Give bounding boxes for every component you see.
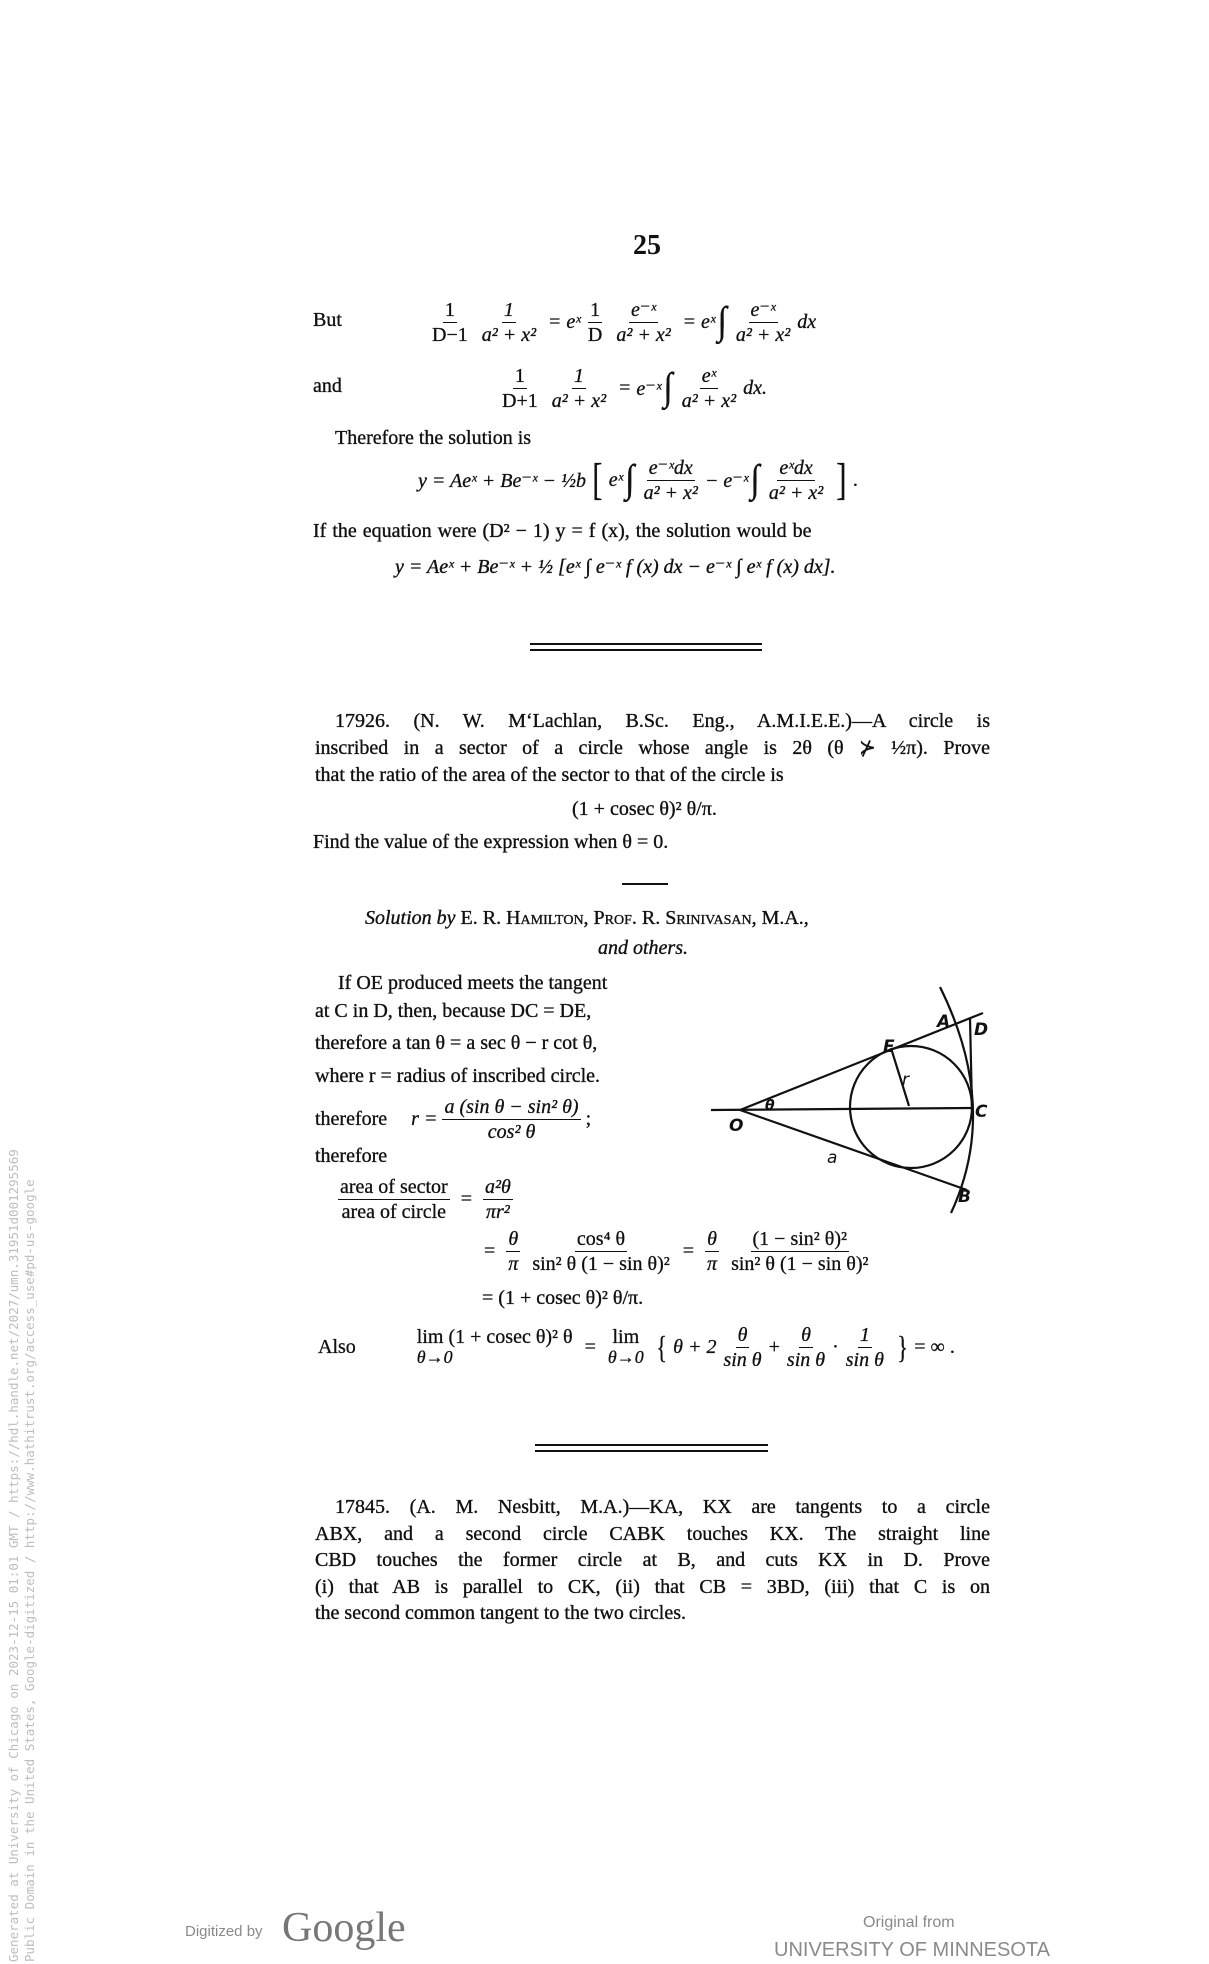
equation-1 <box>425 295 816 349</box>
section-divider <box>535 1444 768 1446</box>
num: a²θ <box>485 1175 511 1198</box>
num: e⁻ˣ <box>750 298 776 321</box>
equation-2 <box>495 361 767 415</box>
den: sin θ <box>845 1348 884 1371</box>
den: D−1 <box>432 323 468 346</box>
original-from-label: Original from <box>863 1914 955 1931</box>
den: a² + x² <box>551 389 607 412</box>
den: a² + x² <box>616 323 671 346</box>
text-line: 17926. (N. W. M‘Lachlan, B.Sc. Eng., A.M.I.E.E.)—A circle is <box>335 710 990 732</box>
line-oc <box>711 1108 972 1110</box>
geometry-diagram <box>700 960 1000 1220</box>
den: D <box>587 323 603 346</box>
label-c: C <box>975 1102 988 1122</box>
den: a² + x² <box>735 323 791 346</box>
term: ; <box>585 1107 592 1130</box>
num: θ <box>737 1323 748 1346</box>
label-r: r <box>902 1070 909 1090</box>
term: θ + 2 <box>673 1335 717 1358</box>
term: r = <box>411 1107 438 1130</box>
integral-sign: ∫ <box>663 366 673 409</box>
section-divider <box>530 649 762 651</box>
section-divider <box>535 1450 768 1452</box>
den: sin θ <box>786 1348 826 1371</box>
and-others: and others. <box>598 937 688 959</box>
brace: } <box>897 1329 908 1365</box>
equals: = <box>682 1239 695 1262</box>
problem-17845-statement <box>315 1494 990 1627</box>
term: therefore <box>315 1107 388 1130</box>
term: + <box>768 1335 780 1358</box>
den: π <box>707 1252 718 1275</box>
therefore-text: Therefore the solution is <box>335 427 532 449</box>
page-number: 25 <box>633 230 661 261</box>
den: sin² θ (1 − sin θ)² <box>532 1252 670 1275</box>
den: sin θ <box>723 1348 762 1371</box>
den: area of circle <box>341 1200 447 1223</box>
text-line: that the ratio of the area of the sector to that of the circle is <box>315 764 784 786</box>
text-line: ABX, and a second circle CABK touches KX. The straight line <box>315 1522 990 1545</box>
and-label: and <box>313 375 342 397</box>
text-line: the second common tangent to the two circles. <box>315 1602 687 1624</box>
section-divider <box>530 643 762 645</box>
num: 1 <box>503 298 514 321</box>
num: θ <box>801 1323 811 1346</box>
num: eˣdx <box>779 456 813 479</box>
den: a² + x² <box>481 323 537 346</box>
problem-formula: (1 + cosec θ)² θ/π. <box>572 798 717 820</box>
integral-sign: ∫ <box>625 458 635 501</box>
label-e: E <box>883 1037 895 1057</box>
term: eˣ <box>701 310 716 333</box>
term: lim (1 + cosec θ)² θ <box>416 1326 573 1349</box>
step-2-equation <box>478 1224 876 1278</box>
den: a² + x² <box>643 481 698 504</box>
num: 1 <box>444 298 455 321</box>
text-line: CBD touches the former circle at B, and cuts KX in D. Prove <box>315 1549 990 1571</box>
num: area of sector <box>340 1175 448 1198</box>
num: a (sin θ − sin² θ) <box>444 1095 579 1118</box>
num: 1 <box>514 364 525 387</box>
term: eˣ <box>608 468 624 491</box>
bracket: [ <box>592 455 603 504</box>
inscribed-circle <box>850 1046 972 1168</box>
line-ob <box>740 1110 967 1190</box>
integral-sign: ∫ <box>750 458 760 501</box>
but-label: But <box>313 309 342 331</box>
num: e⁻ˣ <box>631 298 657 321</box>
term: θ→0 <box>607 1347 644 1368</box>
term: dx <box>797 310 817 333</box>
solution-line: at C in D, then, because DC = DE, <box>315 1000 592 1022</box>
solution-byline <box>365 907 809 930</box>
text-line: inscribed in a sector of a circle whose angle is 2θ (θ ⊁ ½π). Prove <box>315 737 990 759</box>
num: θ <box>508 1227 519 1250</box>
term: dx. <box>743 376 768 399</box>
if-equation-text: If the equation were (D² − 1) y = f (x), the solution would be <box>313 520 812 542</box>
equals: = <box>619 376 631 399</box>
solution-line: If OE produced meets the tangent <box>338 972 608 994</box>
den: πr² <box>486 1200 510 1223</box>
short-divider <box>622 883 668 885</box>
university-label: UNIVERSITY OF MINNESOTA <box>774 1939 1050 1961</box>
equation-4: y = Aeˣ + Be⁻ˣ + ½ [eˣ ∫ e⁻ˣ f (x) dx − e⁻ˣ ∫ eˣ f (x) dx]. <box>395 556 836 578</box>
term: θ→0 <box>416 1347 453 1368</box>
label-a: a <box>827 1148 838 1168</box>
equals: = <box>460 1187 472 1210</box>
label-d: D <box>974 1020 989 1040</box>
brace: { <box>656 1329 667 1365</box>
den: π <box>508 1252 519 1275</box>
term: e⁻ˣ <box>636 377 662 400</box>
watermark-line-1: Generated at University of Chicago on 2023-12-15 01:01 GMT / https://hdl.handle.net/2027/umn.31951d001295569 <box>6 1149 21 1962</box>
equals: = <box>484 1239 496 1262</box>
term: = ∞ . <box>914 1335 955 1358</box>
step-3-equation: = (1 + cosec θ)² θ/π. <box>482 1287 644 1309</box>
term: . <box>852 468 858 491</box>
text-line: 17845. (A. M. Nesbitt, M.A.)—KA, KX are tangents to a circle <box>335 1496 990 1518</box>
equals: = <box>584 1335 596 1358</box>
den: D+1 <box>502 389 538 412</box>
term: · <box>832 1335 839 1358</box>
watermark-line-2: Public Domain in the United States, Google-digitized / http://www.hathitrust.org/access_use#pd-us-google <box>22 1179 37 1962</box>
num: 1 <box>859 1323 870 1346</box>
equals: = <box>683 310 696 333</box>
num: 1 <box>573 364 584 387</box>
solution-line: where r = radius of inscribed circle. <box>315 1065 601 1087</box>
digitized-by-label: Digitized by <box>185 1923 263 1940</box>
num: e⁻ˣdx <box>648 456 693 479</box>
label-theta: θ <box>765 1098 775 1114</box>
find-text: Find the value of the expression when θ = 0. <box>313 831 669 853</box>
den: a² + x² <box>768 481 824 504</box>
equation-3 <box>418 453 858 507</box>
term: eˣ <box>566 310 581 333</box>
integral-sign: ∫ <box>717 300 727 343</box>
term: lim <box>612 1326 640 1349</box>
den: sin² θ (1 − sin θ)² <box>731 1252 869 1275</box>
bracket: ] <box>836 455 847 504</box>
num: eˣ <box>701 364 717 387</box>
label-o: O <box>729 1116 744 1136</box>
term: − e⁻ˣ <box>704 469 749 492</box>
num: (1 − sin² θ)² <box>752 1227 848 1250</box>
num: 1 <box>590 298 601 321</box>
r-equation <box>315 1092 591 1146</box>
problem-17926-statement <box>315 708 990 789</box>
ratio-equation <box>333 1172 518 1226</box>
label-b: B <box>958 1187 971 1207</box>
also-label: Also <box>318 1335 356 1358</box>
therefore-label: therefore <box>315 1145 388 1167</box>
solution-line: therefore a tan θ = a sec θ − r cot θ, <box>315 1032 598 1054</box>
den: cos² θ <box>487 1120 536 1143</box>
num: θ <box>707 1227 717 1250</box>
den: a² + x² <box>681 389 737 412</box>
term: y = Aeˣ + Be⁻ˣ − ½b <box>418 469 587 492</box>
google-logo: Google <box>282 1905 406 1951</box>
solvers: E. R. Hamilton, Prof. R. Srinivasan, M.A., <box>460 907 809 929</box>
label-a-point: A <box>937 1012 951 1032</box>
solution-by-label: Solution by <box>365 907 456 929</box>
text-line: (i) that AB is parallel to CK, (ii) that CB = 3BD, (iii) that C is on <box>315 1575 990 1598</box>
limit-equation <box>318 1318 955 1376</box>
num: cos⁴ θ <box>576 1227 626 1250</box>
equals: = <box>549 310 561 333</box>
